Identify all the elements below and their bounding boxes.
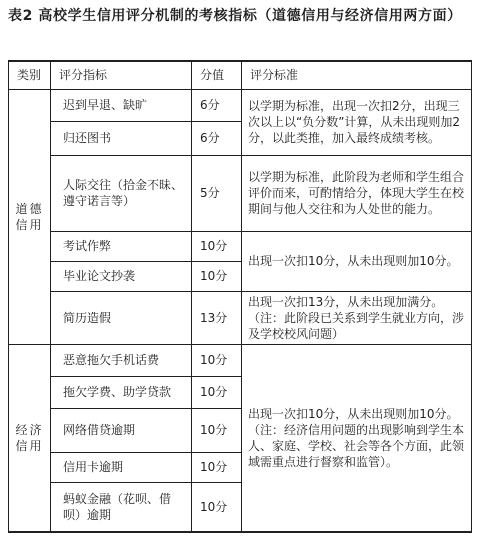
score-cell: 10分 [192, 452, 242, 482]
header-row [9, 61, 472, 89]
standard-cell: 出现一次扣10分，从未出现则加10分。 [242, 231, 472, 291]
standard-cell: 出现一次扣10分，从未出现则加10分。（注：经济信用问题的出现影响到学生本人、家庭、学校、社会等各个方面，此领域需重点进行督察和监管）。 [242, 344, 472, 532]
table-row [9, 344, 472, 376]
indicator-cell: 考试作弊 [51, 231, 192, 261]
indicator-cell: 蚂蚁金融（花呗、借呗）逾期 [51, 482, 192, 532]
indicator-cell: 迟到早退、缺旷 [51, 89, 192, 121]
table-caption: 表2 高校学生信用评分机制的考核指标（道德信用与经济信用两方面） [8, 8, 462, 24]
category-moral: 道德信用 [9, 89, 51, 344]
score-cell: 10分 [192, 482, 242, 532]
score-cell: 6分 [192, 121, 242, 155]
header-indicator: 评分指标 [51, 61, 192, 89]
score-cell: 6分 [192, 89, 242, 121]
category-economic: 经济信用 [9, 344, 51, 532]
score-cell: 10分 [192, 344, 242, 376]
indicator-cell: 毕业论文抄袭 [51, 261, 192, 291]
score-cell: 10分 [192, 231, 242, 261]
indicator-cell: 信用卡逾期 [51, 452, 192, 482]
indicator-cell: 人际交往（拾金不昧、遵守诺言等） [51, 155, 192, 231]
indicator-cell: 网络借贷逾期 [51, 408, 192, 452]
header-category: 类别 [9, 61, 51, 89]
table-row [9, 231, 472, 261]
table-row [9, 155, 472, 231]
standard-cell: 以学期为标准，出现一次扣2分，出现三次以上以“负分数”计算，从未出现则加2分，以此类推，加入最终成绩考核。 [242, 89, 472, 155]
header-standard: 评分标准 [242, 61, 472, 89]
indicator-cell: 恶意拖欠手机话费 [51, 344, 192, 376]
indicator-cell: 拖欠学费、助学贷款 [51, 376, 192, 408]
credit-score-table [8, 60, 472, 533]
score-cell: 10分 [192, 408, 242, 452]
score-cell: 5分 [192, 155, 242, 231]
table-row [9, 291, 472, 344]
score-cell: 10分 [192, 261, 242, 291]
header-score: 分值 [192, 61, 242, 89]
standard-cell: 出现一次扣13分，从未出现加满分。（注：此阶段已关系到学生就业方向，涉及学校校风问题） [242, 291, 472, 344]
indicator-cell: 归还图书 [51, 121, 192, 155]
score-cell: 10分 [192, 376, 242, 408]
standard-cell: 以学期为标准，此阶段为老师和学生组合评价而来，可酌情给分，体现大学生在校期间与他人交往和为人处世的能力。 [242, 155, 472, 231]
score-cell: 13分 [192, 291, 242, 344]
indicator-cell: 简历造假 [51, 291, 192, 344]
table-row [9, 89, 472, 121]
